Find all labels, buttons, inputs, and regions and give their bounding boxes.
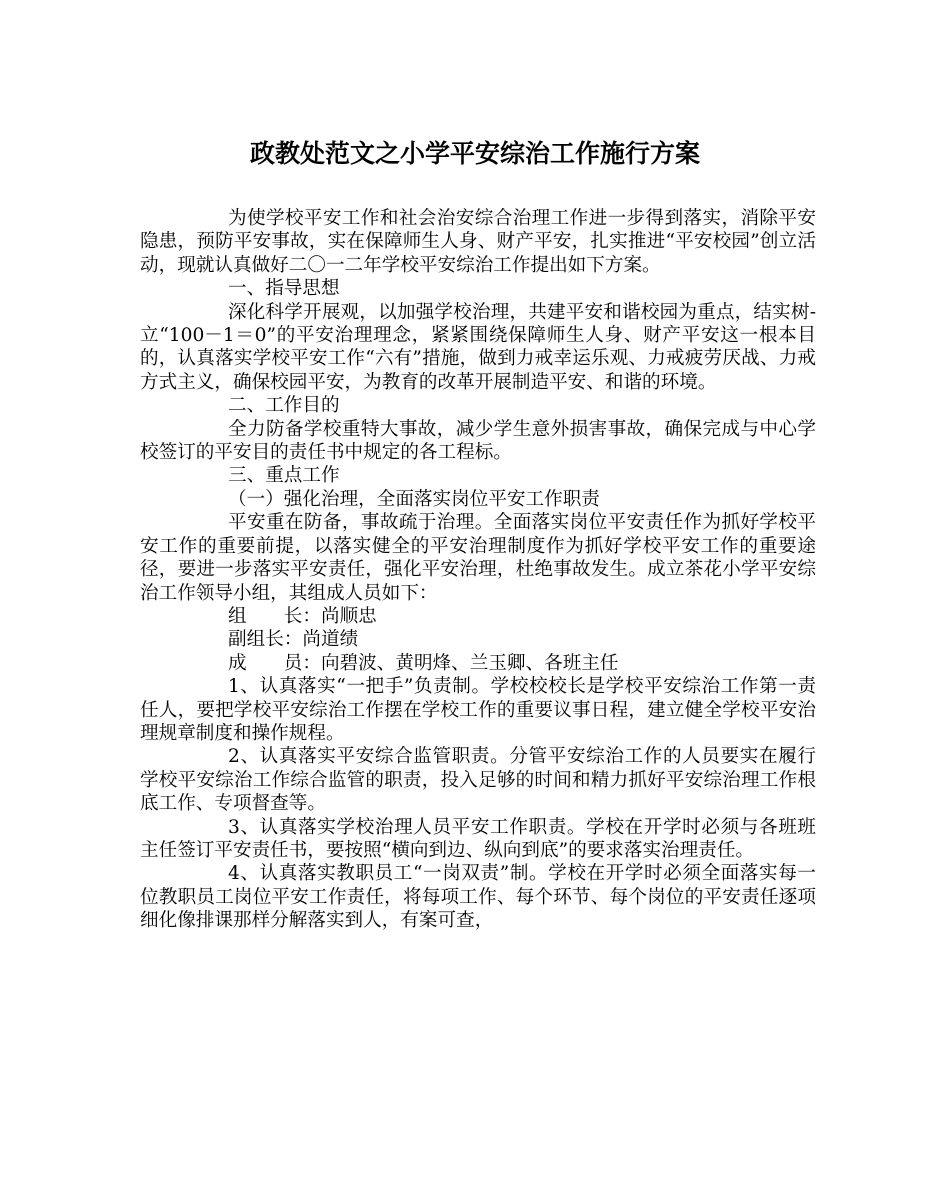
section-heading-key-work: 三、重点工作	[228, 465, 340, 487]
subsection-heading-management: （一）强化治理，全面落实岗位平安工作职责	[228, 488, 600, 510]
document-body	[140, 207, 816, 933]
management-paragraph: 平安重在防备，事故疏于治理。全面落实岗位平安责任作为抓好学校平安工作的重要前提，以落实健全的平安治理制度作为抓好学校平安工作的重要途径，要进一步落实平安责任，强化平安治理，杜绝事故发生。成立茶花小学平安综治工作领导小组，其组成人员如下：	[140, 512, 816, 604]
list-item-4: 4、认真落实教职员工“一岗双责”制。学校在开学时必须全面落实每一位教职员工岗位平安工作责任，将每项工作、每个环节、每个岗位的平安责任逐项细化像排课那样分解落实到人，有案可查，	[140, 863, 816, 932]
objectives-paragraph: 全力防备学校重特大事故，减少学生意外损害事故，确保完成与中心学校签订的平安目的责任书中规定的各工程标。	[140, 418, 816, 464]
list-item-2: 2、认真落实平安综合监管职责。分管平安综治工作的人员要实在履行学校平安综治工作综合监管的职责，投入足够的时间和精力抓好平安综治理工作根底工作、专项督查等。	[140, 746, 816, 815]
section-heading-guiding-ideology: 一、指导思想	[228, 278, 340, 300]
section-heading-objectives: 二、工作目的	[228, 395, 340, 417]
intro-paragraph: 为使学校平安工作和社会治安综合治理工作进一步得到落实，消除平安隐患，预防平安事故，实在保障师生人身、财产平安，扎实推进“平安校园”创立活动，现就认真做好二〇一二年学校平安综治工作提出如下方案。	[140, 208, 816, 276]
member-line-deputy: 副组长：尚道绩	[228, 629, 359, 651]
member-line-members: 成 员：向碧波、黄明烽、兰玉卿、各班主任	[228, 652, 619, 674]
document-title: 政教处范文之小学平安综治工作施行方案	[249, 139, 700, 168]
member-line-leader: 组 长：尚顺忠	[228, 605, 377, 627]
list-item-1: 1、认真落实“一把手”负责制。学校校校长是学校平安综治工作第一责任人，要把学校平安综治工作摆在学校工作的重要议事日程，建立健全学校平安治理规章制度和操作规程。	[140, 676, 816, 744]
guiding-ideology-paragraph: 深化科学开展观，以加强学校治理，共建平安和谐校园为重点，结实树-立“100－1＝0”的平安治理理念，紧紧围绕保障师生人身、财产平安这一根本目的，认真落实学校平安工作“六有”措施，做到力戒幸运乐观、力戒疲劳厌战、力戒方式主义，确保校园平安，为教育的改革开展制造平安、和谐的环境。	[140, 301, 816, 393]
list-item-3: 3、认真落实学校治理人员平安工作职责。学校在开学时必须与各班班主任签订平安责任书，要按照“横向到边、纵向到底”的要求落实治理责任。	[140, 816, 816, 861]
